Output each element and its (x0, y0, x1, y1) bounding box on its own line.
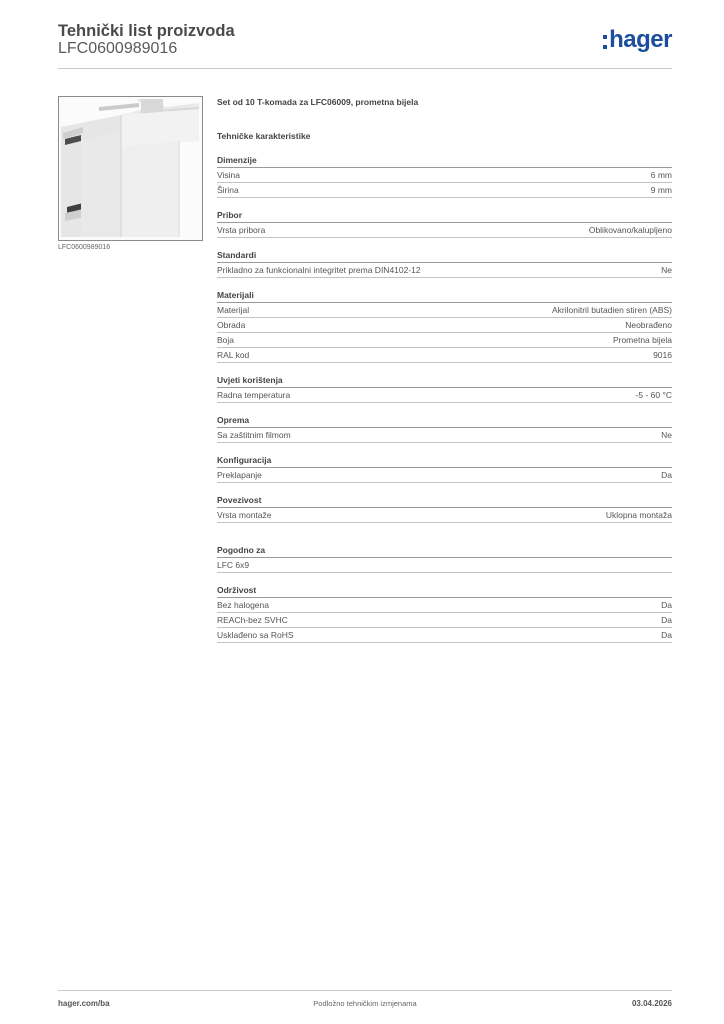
spec-row (217, 508, 672, 523)
spec-group (217, 248, 672, 278)
spec-group (217, 413, 672, 443)
spec-row (217, 318, 672, 333)
spec-label: Vrsta pribora (217, 225, 266, 235)
product-image (58, 96, 203, 241)
spec-row (217, 428, 672, 443)
spec-label: Preklapanje (217, 470, 262, 480)
section-title: Tehničke karakteristike (217, 131, 311, 141)
footer-website: hager.com/ba (58, 999, 110, 1008)
page-title: Tehnički list proizvoda (58, 22, 235, 40)
spec-row (217, 628, 672, 643)
spec-value: 9016 (653, 350, 672, 360)
group-heading: Održivost (217, 583, 672, 598)
footer-date: 03.04.2026 (631, 999, 672, 1008)
spec-label: RAL kod (217, 350, 250, 360)
spec-value: 9 mm (650, 185, 672, 195)
specs-content (217, 95, 672, 643)
spec-value: Ne (661, 265, 672, 275)
spec-value: Da (661, 615, 672, 625)
spec-value: Prometna bijela (612, 335, 672, 345)
group-heading: Uvjeti korištenja (217, 373, 672, 388)
spec-value: Akrilonitril butadien stiren (ABS) (552, 305, 672, 315)
spec-value: 6 mm (650, 170, 672, 180)
spec-row (217, 303, 672, 318)
footer-note: Podložno tehničkim izmjenama (313, 999, 417, 1008)
spec-label: REACh-bez SVHC (217, 615, 288, 625)
logo-text: hager (609, 26, 672, 53)
spec-row (217, 183, 672, 198)
group-heading: Materijali (217, 288, 672, 303)
group-heading: Standardi (217, 248, 672, 263)
spec-group (217, 583, 672, 643)
spec-label: Boja (217, 335, 235, 345)
group-heading: Dimenzije (217, 153, 672, 168)
spec-group (217, 208, 672, 238)
spec-row (217, 223, 672, 238)
spec-value: Neobrađeno (625, 320, 672, 330)
spec-label: Širina (217, 185, 239, 195)
spec-group (217, 288, 672, 363)
group-heading: Oprema (217, 413, 672, 428)
spec-row (217, 333, 672, 348)
spec-row (217, 468, 672, 483)
product-code: LFC0600989016 (58, 40, 178, 57)
spec-label: Materijal (217, 305, 250, 315)
product-description: Set od 10 T-komada za LFC06009, prometna bijela (217, 97, 419, 107)
spec-row (217, 168, 672, 183)
spec-label: Sa zaštitnim filmom (217, 430, 291, 440)
group-heading: Konfiguracija (217, 453, 672, 468)
spec-label: Prikladno za funkcionalni integritet prema DIN4102-12 (217, 265, 421, 275)
spec-row (217, 348, 672, 363)
spec-row (217, 613, 672, 628)
image-caption: LFC0600989016 (58, 244, 111, 251)
group-heading: Pribor (217, 208, 672, 223)
spec-value: -5 - 60 °C (635, 390, 672, 400)
spec-value: Ne (661, 430, 672, 440)
page-footer (58, 990, 672, 1015)
group-heading: Pogodno za (217, 543, 672, 558)
spec-value: Da (661, 470, 672, 480)
page-header (58, 20, 672, 69)
spec-label: Bez halogena (217, 600, 269, 610)
spec-value: Da (661, 630, 672, 640)
t-piece-product-icon (59, 97, 202, 240)
spec-group (217, 453, 672, 483)
spec-row (217, 558, 672, 573)
spec-row (217, 263, 672, 278)
hager-logo (603, 26, 672, 56)
spec-value: Uklopna montaža (605, 510, 672, 520)
spec-label: Obrada (217, 320, 246, 330)
spec-value: Da (661, 600, 672, 610)
spec-group (217, 543, 672, 573)
logo-colon-icon (603, 35, 607, 49)
spec-label: LFC 6x9 (217, 560, 250, 570)
spec-label: Visina (217, 170, 240, 180)
spec-row (217, 598, 672, 613)
spec-value: Oblikovano/kalupljeno (588, 225, 672, 235)
spec-groups (217, 153, 672, 643)
spec-group (217, 153, 672, 198)
spec-label: Radna temperatura (217, 390, 291, 400)
spec-label: Usklađeno sa RoHS (217, 630, 294, 640)
group-heading: Povezivost (217, 493, 672, 508)
spec-row (217, 388, 672, 403)
spec-label: Vrsta montaže (217, 510, 272, 520)
spec-group (217, 493, 672, 523)
spec-group (217, 373, 672, 403)
